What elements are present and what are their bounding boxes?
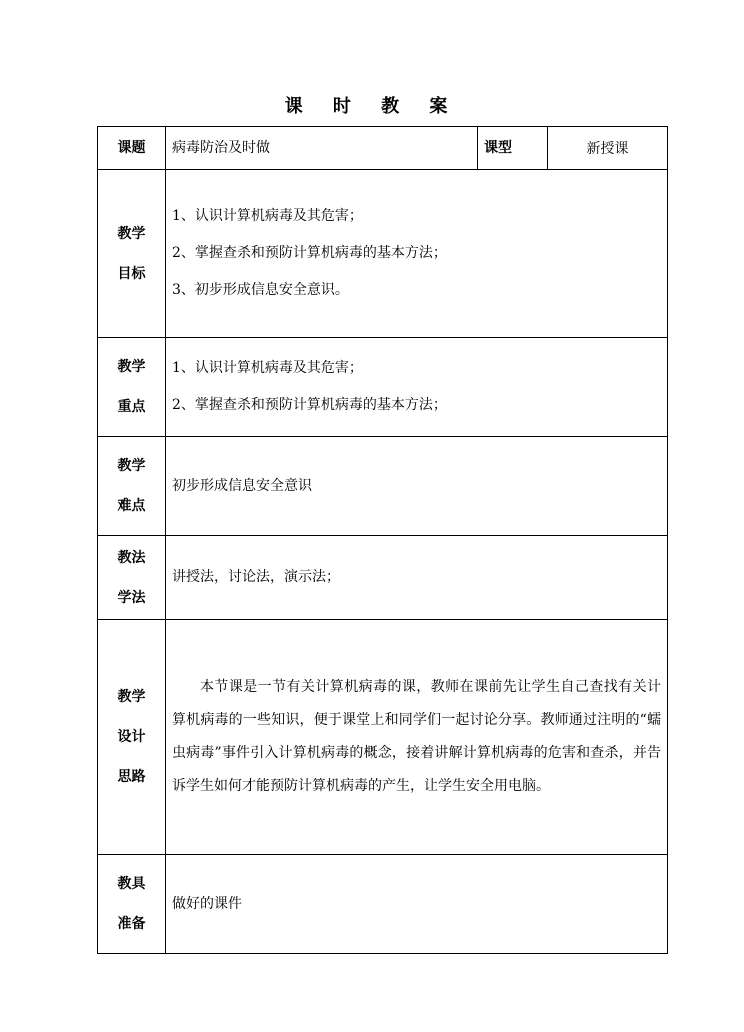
design-row xyxy=(98,620,668,855)
key-points-label: 教学 重点 xyxy=(98,338,166,437)
methods-row xyxy=(98,536,668,620)
type-value: 新授课 xyxy=(548,127,668,170)
key-point-item: 2、掌握查杀和预防计算机病毒的基本方法； xyxy=(172,397,447,413)
key-points-content xyxy=(166,338,668,437)
page-title: 课 时 教 案 xyxy=(284,96,460,117)
objective-item: 3、初步形成信息安全意识。 xyxy=(172,282,349,298)
design-label: 教学 设计 思路 xyxy=(98,620,166,855)
materials-content: 做好的课件 xyxy=(166,855,668,954)
topic-value: 病毒防治及时做 xyxy=(166,127,478,170)
difficulties-label: 教学 难点 xyxy=(98,437,166,536)
objective-item: 1、认识计算机病毒及其危害； xyxy=(172,208,363,224)
type-label: 课型 xyxy=(478,127,548,170)
materials-row xyxy=(98,855,668,954)
objectives-row xyxy=(98,170,668,338)
objectives-label: 教学 目标 xyxy=(98,170,166,338)
design-content xyxy=(166,620,668,855)
topic-row xyxy=(98,127,668,170)
key-points-row xyxy=(98,338,668,437)
lesson-plan-table xyxy=(97,126,668,954)
design-paragraph: 本节课是一节有关计算机病毒的课，教师在课前先让学生自己查找有关计算机病毒的一些知识，便于课堂上和同学们一起讨论分享。教师通过注明的“蠕虫病毒”事件引入计算机病毒的概念，接着讲解计算机病毒的危害和查杀，并告诉学生如何才能预防计算机病毒的产生，让学生安全用电脑。 xyxy=(172,679,661,794)
objective-item: 2、掌握查杀和预防计算机病毒的基本方法； xyxy=(172,245,447,261)
difficulties-row xyxy=(98,437,668,536)
methods-content: 讲授法，讨论法，演示法； xyxy=(166,536,668,620)
topic-label: 课题 xyxy=(98,127,166,170)
key-point-item: 1、认识计算机病毒及其危害； xyxy=(172,360,363,376)
difficulties-content: 初步形成信息安全意识 xyxy=(166,437,668,536)
materials-label: 教具 准备 xyxy=(98,855,166,954)
methods-label: 教法 学法 xyxy=(98,536,166,620)
objectives-content xyxy=(166,170,668,338)
